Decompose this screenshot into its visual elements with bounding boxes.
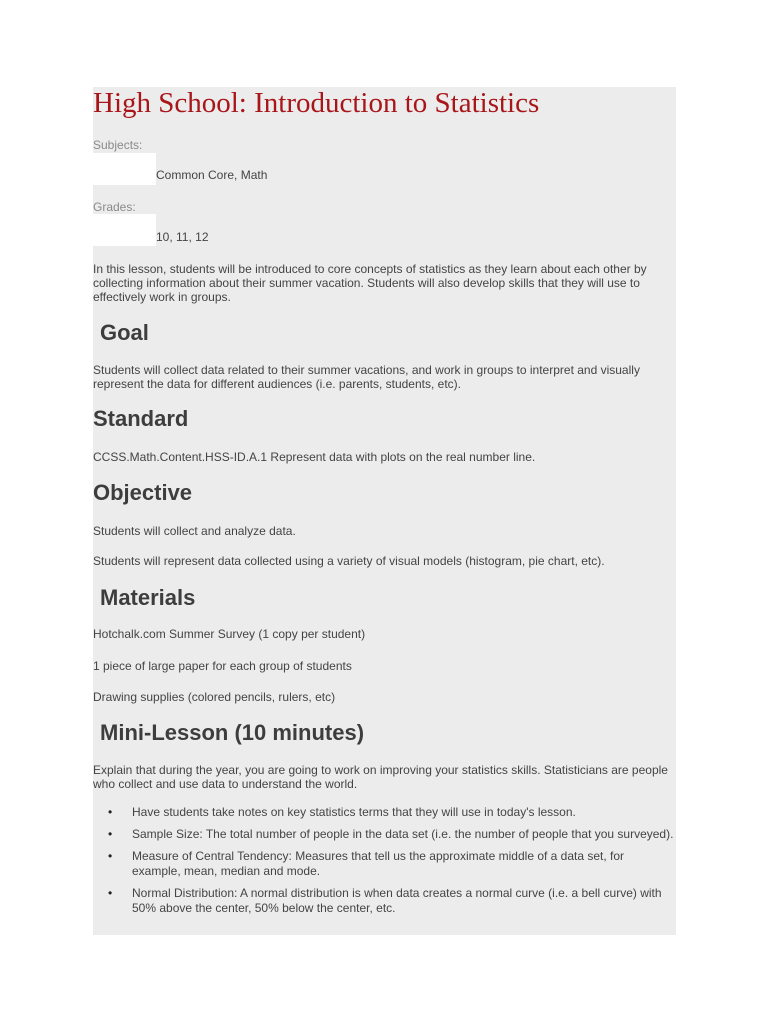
bullet-icon: • [108, 827, 113, 841]
minilesson-heading: Mini-Lesson (10 minutes) [100, 720, 365, 745]
materials-item: Drawing supplies (colored pencils, rulers, etc) [93, 690, 336, 704]
materials-heading: Materials [100, 585, 196, 610]
list-item-text: Have students take notes on key statistics terms that they will use in today's lesson. [132, 805, 576, 819]
list-item [108, 849, 676, 879]
list-item [108, 805, 676, 820]
subjects-spacer [93, 153, 156, 185]
bullet-icon: • [108, 886, 113, 900]
subjects-label: Subjects: [93, 138, 143, 152]
page-title: High School: Introduction to Statistics [93, 87, 540, 119]
list-item-text: Measure of Central Tendency: Measures that tell us the approximate middle of a data set, for example, mean, median and mode. [132, 849, 625, 878]
standard-heading: Standard [93, 406, 189, 431]
materials-item: Hotchalk.com Summer Survey (1 copy per student) [93, 627, 366, 641]
list-item-text: Sample Size: The total number of people in the data set (i.e. the number of people that you surveyed). [132, 827, 674, 841]
bullet-icon: • [108, 849, 113, 863]
goal-paragraph: Students will collect data related to their summer vacations, and work in groups to interpret and visually represent the data for different audiences (i.e. parents, students, etc). [93, 363, 640, 391]
minilesson-paragraph: Explain that during the year, you are going to work on improving your statistics skills. Statisticians are people who collect and use data to understand the world. [93, 763, 668, 791]
lesson-content [93, 87, 676, 935]
grades-spacer [93, 214, 156, 246]
objective-heading: Objective [93, 480, 193, 505]
grades-value: 10, 11, 12 [156, 230, 209, 244]
standard-paragraph: CCSS.Math.Content.HSS-ID.A.1 Represent data with plots on the real number line. [93, 450, 536, 464]
materials-item: 1 piece of large paper for each group of students [93, 659, 352, 673]
grades-label: Grades: [93, 200, 136, 214]
intro-paragraph: In this lesson, students will be introduced to core concepts of statistics as they learn about each other by collecting information about their summer vacation. Students will also develop skills that they will use to effectively work in groups. [93, 262, 647, 304]
objective-item: Students will collect and analyze data. [93, 524, 296, 538]
bullet-icon: • [108, 805, 113, 819]
list-item [108, 827, 676, 842]
terms-list [108, 805, 676, 923]
goal-heading: Goal [100, 320, 149, 345]
list-item [108, 886, 676, 916]
objective-item: Students will represent data collected using a variety of visual models (histogram, pie chart, etc). [93, 554, 605, 568]
list-item-text: Normal Distribution: A normal distribution is when data creates a normal curve (i.e. a bell curve) with 50% above the center, 50% below the center, etc. [132, 886, 662, 915]
subjects-value: Common Core, Math [156, 168, 268, 182]
